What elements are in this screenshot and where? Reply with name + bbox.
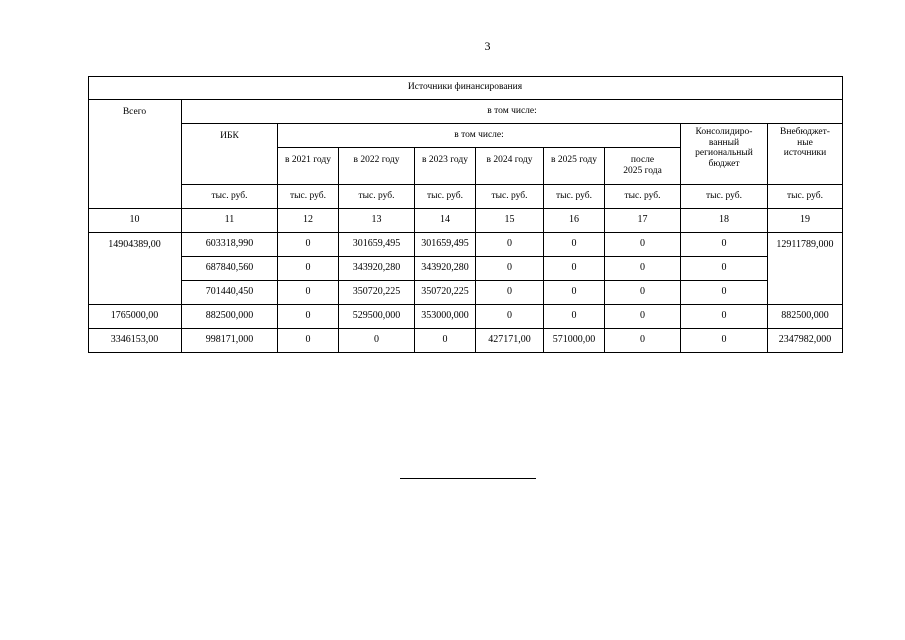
row-ibk: 701440,450 (182, 281, 278, 305)
row-2021: 0 (278, 281, 339, 305)
row-ibk: 687840,560 (182, 257, 278, 281)
unit-cell: тыс. руб. (278, 185, 339, 209)
row-consolidated: 0 (681, 329, 768, 353)
unit-cell: тыс. руб. (476, 185, 544, 209)
row-2022: 0 (339, 329, 415, 353)
page-number: 3 (484, 39, 491, 53)
header-2025: в 2025 году (544, 148, 605, 185)
column-number: 15 (476, 209, 544, 233)
row-2022: 529500,000 (339, 305, 415, 329)
header-sources: Источники финансирования (88, 76, 843, 100)
row-2021: 0 (278, 257, 339, 281)
header-after-2025: после 2025 года (605, 148, 681, 185)
header-2024: в 2024 году (476, 148, 544, 185)
row-2024: 0 (476, 257, 544, 281)
column-number: 11 (182, 209, 278, 233)
row-extra-budget: 882500,000 (768, 305, 843, 329)
unit-cell: тыс. руб. (768, 185, 843, 209)
row-consolidated: 0 (681, 281, 768, 305)
unit-cell: тыс. руб. (339, 185, 415, 209)
row-2025: 571000,00 (544, 329, 605, 353)
row-after-2025: 0 (605, 281, 681, 305)
header-ibk: ИБК (182, 124, 278, 185)
row-2023: 353000,000 (415, 305, 476, 329)
row-2023: 350720,225 (415, 281, 476, 305)
row-after-2025: 0 (605, 257, 681, 281)
column-number: 19 (768, 209, 843, 233)
row-2021: 0 (278, 233, 339, 257)
row-2023: 0 (415, 329, 476, 353)
row-consolidated: 0 (681, 233, 768, 257)
row-after-2025: 0 (605, 329, 681, 353)
row-consolidated: 0 (681, 257, 768, 281)
financing-table (88, 76, 843, 353)
row-after-2025: 0 (605, 233, 681, 257)
header-2023: в 2023 году (415, 148, 476, 185)
row-extra-budget: 12911789,000 (768, 233, 843, 305)
row-2023: 343920,280 (415, 257, 476, 281)
row-2022: 301659,495 (339, 233, 415, 257)
header-2022: в 2022 году (339, 148, 415, 185)
row-2025: 0 (544, 305, 605, 329)
unit-cell: тыс. руб. (544, 185, 605, 209)
header-including-inner: в том числе: (278, 124, 681, 148)
row-2021: 0 (278, 329, 339, 353)
header-including: в том числе: (182, 100, 843, 124)
row-2024: 0 (476, 281, 544, 305)
row-after-2025: 0 (605, 305, 681, 329)
column-number: 13 (339, 209, 415, 233)
unit-cell: тыс. руб. (605, 185, 681, 209)
row-ibk: 882500,000 (182, 305, 278, 329)
row-total: 3346153,00 (88, 329, 182, 353)
unit-cell: тыс. руб. (182, 185, 278, 209)
end-separator-line (400, 478, 536, 479)
row-ibk: 603318,990 (182, 233, 278, 257)
header-total: Всего (88, 100, 182, 209)
row-total: 14904389,00 (88, 233, 182, 305)
row-total: 1765000,00 (88, 305, 182, 329)
row-2024: 427171,00 (476, 329, 544, 353)
unit-cell: тыс. руб. (681, 185, 768, 209)
column-number: 12 (278, 209, 339, 233)
row-ibk: 998171,000 (182, 329, 278, 353)
column-number: 18 (681, 209, 768, 233)
row-2022: 350720,225 (339, 281, 415, 305)
row-2024: 0 (476, 305, 544, 329)
row-2023: 301659,495 (415, 233, 476, 257)
header-consolidated-budget: Консолидиро-ванный региональный бюджет (681, 124, 768, 185)
row-2025: 0 (544, 233, 605, 257)
column-number: 16 (544, 209, 605, 233)
header-2021: в 2021 году (278, 148, 339, 185)
row-extra-budget: 2347982,000 (768, 329, 843, 353)
row-2021: 0 (278, 305, 339, 329)
row-2024: 0 (476, 233, 544, 257)
header-extra-budget: Внебюджет-ные источники (768, 124, 843, 185)
unit-cell: тыс. руб. (415, 185, 476, 209)
column-number: 17 (605, 209, 681, 233)
column-number: 10 (88, 209, 182, 233)
row-consolidated: 0 (681, 305, 768, 329)
row-2022: 343920,280 (339, 257, 415, 281)
row-2025: 0 (544, 281, 605, 305)
row-2025: 0 (544, 257, 605, 281)
column-number: 14 (415, 209, 476, 233)
